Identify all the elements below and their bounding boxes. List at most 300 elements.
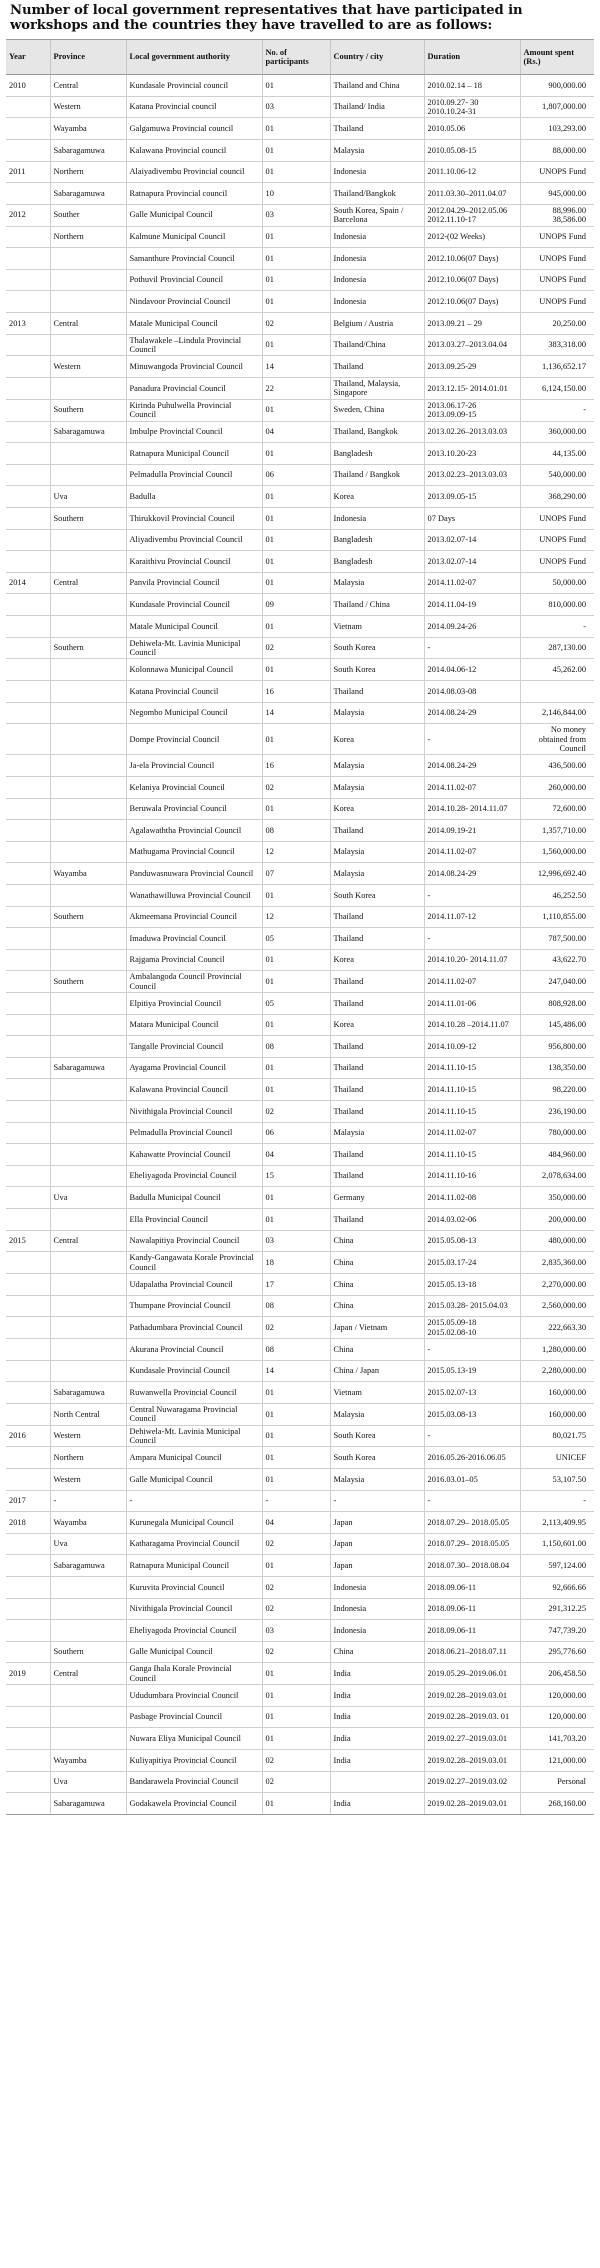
cell-country: Japan / Vietnam: [330, 1317, 424, 1339]
cell-duration: 2014.09.24-26: [424, 615, 520, 637]
cell-authority: Ayagama Provincial Council: [126, 1057, 262, 1079]
cell-participants: 02: [262, 1101, 330, 1123]
table-row: [6, 377, 594, 399]
cell-year: [6, 118, 50, 140]
cell-authority: Pelmadulla Provincial Council: [126, 464, 262, 486]
cell-year: [6, 1317, 50, 1339]
cell-amount: 1,150,601.00: [520, 1533, 594, 1555]
cell-country: Malaysia: [330, 140, 424, 162]
cell-country: India: [330, 1663, 424, 1685]
cell-province: Southern: [50, 637, 126, 659]
cell-province: [50, 659, 126, 681]
cell-duration: 2014.11.02-07: [424, 1122, 520, 1144]
cell-province: Northern: [50, 1447, 126, 1469]
header-country: Country / city: [330, 40, 424, 75]
cell-province: [50, 1036, 126, 1058]
cell-year: [6, 1209, 50, 1231]
cell-year: [6, 1057, 50, 1079]
table-row: [6, 183, 594, 205]
table-row: [6, 637, 594, 659]
cell-participants: 06: [262, 1122, 330, 1144]
cell-province: [50, 1144, 126, 1166]
cell-country: Indonesia: [330, 1577, 424, 1599]
cell-authority: Thirukkovil Provincial Council: [126, 507, 262, 529]
table-row: [6, 118, 594, 140]
cell-authority: Minuwangoda Provincial Council: [126, 356, 262, 378]
cell-authority: Thumpane Provincial Council: [126, 1295, 262, 1317]
cell-participants: 01: [262, 1663, 330, 1685]
cell-amount: 45,262.00: [520, 659, 594, 681]
cell-authority: Elpitiya Provincial Council: [126, 993, 262, 1015]
cell-authority: Dehiwela-Mt. Lavinia Municipal Council: [126, 1425, 262, 1447]
cell-country: Belgium / Austria: [330, 312, 424, 334]
table-row: [6, 1771, 594, 1793]
cell-province: [50, 248, 126, 270]
cell-participants: 01: [262, 443, 330, 465]
cell-participants: 01: [262, 615, 330, 637]
cell-duration: 2013.12.15- 2014.01.01: [424, 377, 520, 399]
cell-year: [6, 702, 50, 724]
header-province: Province: [50, 40, 126, 75]
cell-province: Northern: [50, 226, 126, 248]
cell-amount: 360,000.00: [520, 421, 594, 443]
cell-amount: 2,560,000.00: [520, 1295, 594, 1317]
cell-amount: 120,000.00: [520, 1685, 594, 1707]
cell-authority: Katana Provincial Council: [126, 680, 262, 702]
cell-amount: 98,220.00: [520, 1079, 594, 1101]
cell-province: [50, 464, 126, 486]
cell-amount: 597,124.00: [520, 1555, 594, 1577]
table-row: [6, 1641, 594, 1663]
cell-year: [6, 971, 50, 993]
cell-year: [6, 1036, 50, 1058]
cell-amount: 6,124,150.00: [520, 377, 594, 399]
cell-amount: 2,270,000.00: [520, 1274, 594, 1296]
table-row: [6, 334, 594, 356]
table-row: [6, 140, 594, 162]
cell-participants: 01: [262, 1706, 330, 1728]
cell-province: [50, 377, 126, 399]
cell-amount: 350,000.00: [520, 1187, 594, 1209]
cell-participants: 01: [262, 226, 330, 248]
cell-authority: Agalawaththa Provincial Council: [126, 820, 262, 842]
cell-province: [50, 1706, 126, 1728]
cell-amount: 287,130.00: [520, 637, 594, 659]
cell-amount: 540,000.00: [520, 464, 594, 486]
cell-year: [6, 226, 50, 248]
cell-authority: Ambalangoda Council Provincial Council: [126, 971, 262, 993]
table-row: [6, 1403, 594, 1425]
cell-province: Wayamba: [50, 118, 126, 140]
cell-amount: 260,000.00: [520, 776, 594, 798]
cell-duration: 2018.07.29– 2018.05.05: [424, 1533, 520, 1555]
cell-participants: 16: [262, 680, 330, 702]
cell-year: [6, 863, 50, 885]
cell-country: Japan: [330, 1512, 424, 1534]
cell-duration: 2018.07.30– 2018.08.04: [424, 1555, 520, 1577]
table-row: [6, 529, 594, 551]
cell-participants: 01: [262, 1555, 330, 1577]
cell-province: Sabaragamuwa: [50, 1555, 126, 1577]
cell-year: 2017: [6, 1490, 50, 1512]
table-row: [6, 1685, 594, 1707]
cell-province: Western: [50, 96, 126, 118]
cell-duration: 2013.02.07-14: [424, 529, 520, 551]
table-row: [6, 1014, 594, 1036]
cell-duration: 2011.10.06-12: [424, 161, 520, 183]
cell-participants: 01: [262, 529, 330, 551]
cell-country: Thailand: [330, 906, 424, 928]
table-row: [6, 1230, 594, 1252]
cell-country: Thailand/Bangkok: [330, 183, 424, 205]
cell-country: Japan: [330, 1555, 424, 1577]
cell-country: Bangladesh: [330, 551, 424, 573]
cell-country: China: [330, 1295, 424, 1317]
cell-province: Sabaragamuwa: [50, 140, 126, 162]
cell-authority: Tangalle Provincial Council: [126, 1036, 262, 1058]
cell-country: Thailand: [330, 820, 424, 842]
cell-authority: Negombo Municipal Council: [126, 702, 262, 724]
table-row: [6, 971, 594, 993]
cell-authority: Galgamuwa Provincial council: [126, 118, 262, 140]
cell-participants: 01: [262, 551, 330, 573]
cell-amount: 1,807,000.00: [520, 96, 594, 118]
cell-authority: Ratnapura Municipal Council: [126, 443, 262, 465]
cell-duration: 2015.05.09-18 2015.02.08-10: [424, 1317, 520, 1339]
cell-amount: 236,190.00: [520, 1101, 594, 1123]
cell-duration: 2014.11.02-08: [424, 1187, 520, 1209]
cell-province: [50, 1122, 126, 1144]
cell-year: [6, 1274, 50, 1296]
cell-amount: UNOPS Fund: [520, 269, 594, 291]
cell-participants: 02: [262, 312, 330, 334]
cell-year: [6, 615, 50, 637]
cell-participants: 02: [262, 1577, 330, 1599]
table-row: [6, 1274, 594, 1296]
table-row: [6, 443, 594, 465]
table-row: [6, 1706, 594, 1728]
cell-participants: 14: [262, 356, 330, 378]
cell-participants: 01: [262, 399, 330, 421]
cell-duration: 2012.04.29–2012.05.06 2012.11.10-17: [424, 204, 520, 226]
cell-province: [50, 820, 126, 842]
cell-duration: -: [424, 724, 520, 755]
cell-amount: [520, 680, 594, 702]
cell-participants: 01: [262, 161, 330, 183]
cell-year: [6, 1079, 50, 1101]
cell-year: 2016: [6, 1425, 50, 1447]
cell-year: [6, 1620, 50, 1642]
cell-province: [50, 291, 126, 313]
cell-amount: 103,293.00: [520, 118, 594, 140]
cell-duration: 2014.11.02-07: [424, 971, 520, 993]
cell-province: [50, 1209, 126, 1231]
cell-authority: Kandy-Gangawata Korale Provincial Council: [126, 1252, 262, 1274]
table-row: [6, 421, 594, 443]
cell-country: Bangladesh: [330, 529, 424, 551]
cell-duration: 2013.03.27–2013.04.04: [424, 334, 520, 356]
cell-country: Thailand: [330, 971, 424, 993]
cell-amount: 268,160.00: [520, 1793, 594, 1815]
cell-province: [50, 680, 126, 702]
cell-year: [6, 820, 50, 842]
table-row: [6, 1079, 594, 1101]
cell-amount: 72,600.00: [520, 798, 594, 820]
cell-country: China: [330, 1230, 424, 1252]
cell-duration: 2013.09.25-29: [424, 356, 520, 378]
cell-duration: -: [424, 928, 520, 950]
cell-country: Indonesia: [330, 248, 424, 270]
cell-year: [6, 1555, 50, 1577]
cell-participants: 01: [262, 334, 330, 356]
cell-duration: 2010.05.08-15: [424, 140, 520, 162]
cell-province: Wayamba: [50, 1749, 126, 1771]
cell-duration: 2018.09.06-11: [424, 1620, 520, 1642]
cell-province: Western: [50, 1469, 126, 1491]
participation-table: [6, 39, 594, 1815]
cell-duration: 2014.08.24-29: [424, 755, 520, 777]
table-row: [6, 841, 594, 863]
cell-year: [6, 443, 50, 465]
cell-duration: 2014.11.10-15: [424, 1079, 520, 1101]
cell-duration: 2013.02.23–2013.03.03: [424, 464, 520, 486]
cell-country: Thailand and China: [330, 75, 424, 97]
cell-authority: Nivithigala Provincial Council: [126, 1101, 262, 1123]
cell-participants: 03: [262, 1620, 330, 1642]
cell-duration: 2010.05.06: [424, 118, 520, 140]
cell-country: Thailand: [330, 1057, 424, 1079]
cell-country: -: [330, 1490, 424, 1512]
cell-participants: 01: [262, 971, 330, 993]
table-row: [6, 161, 594, 183]
cell-authority: Kundasale Provincial Council: [126, 1360, 262, 1382]
cell-duration: 2019.02.28–2019.03.01: [424, 1749, 520, 1771]
cell-participants: 15: [262, 1165, 330, 1187]
cell-country: Indonesia: [330, 226, 424, 248]
table-row: [6, 1317, 594, 1339]
cell-country: China / Japan: [330, 1360, 424, 1382]
cell-province: Southern: [50, 1641, 126, 1663]
cell-country: Indonesia: [330, 269, 424, 291]
table-row: [6, 204, 594, 226]
cell-authority: Pasbage Provincial Council: [126, 1706, 262, 1728]
cell-year: [6, 486, 50, 508]
cell-amount: 222,663.30: [520, 1317, 594, 1339]
cell-year: [6, 377, 50, 399]
cell-authority: Galle Municipal Council: [126, 1469, 262, 1491]
cell-year: [6, 1728, 50, 1750]
table-row: [6, 356, 594, 378]
table-row: [6, 1187, 594, 1209]
cell-participants: 08: [262, 1036, 330, 1058]
cell-amount: 956,800.00: [520, 1036, 594, 1058]
cell-authority: Matale Municipal Council: [126, 615, 262, 637]
cell-province: Wayamba: [50, 1512, 126, 1534]
cell-country: Korea: [330, 486, 424, 508]
cell-amount: 2,113,409.95: [520, 1512, 594, 1534]
cell-authority: Ampara Municipal Council: [126, 1447, 262, 1469]
cell-year: [6, 1706, 50, 1728]
cell-province: [50, 1360, 126, 1382]
cell-province: [50, 1079, 126, 1101]
cell-amount: 1,110,855.00: [520, 906, 594, 928]
table-row: [6, 776, 594, 798]
cell-participants: 05: [262, 993, 330, 1015]
cell-province: [50, 928, 126, 950]
table-row: [6, 1749, 594, 1771]
cell-authority: Akurana Provincial Council: [126, 1339, 262, 1361]
cell-year: [6, 507, 50, 529]
cell-authority: Thalawakele –Lindula Provincial Council: [126, 334, 262, 356]
cell-province: Central: [50, 312, 126, 334]
cell-amount: 808,928.00: [520, 993, 594, 1015]
cell-duration: 2014.11.02-07: [424, 776, 520, 798]
cell-amount: 206,458.50: [520, 1663, 594, 1685]
cell-amount: 145,486.00: [520, 1014, 594, 1036]
cell-country: Thailand: [330, 928, 424, 950]
cell-authority: Bandarawela Provincial Council: [126, 1771, 262, 1793]
cell-amount: 480,000.00: [520, 1230, 594, 1252]
cell-authority: Kuliyapitiya Provincial Council: [126, 1749, 262, 1771]
cell-participants: 01: [262, 724, 330, 755]
cell-duration: 2014.11.01-06: [424, 993, 520, 1015]
cell-year: [6, 928, 50, 950]
cell-participants: 01: [262, 118, 330, 140]
cell-amount: 900,000.00: [520, 75, 594, 97]
cell-amount: -: [520, 615, 594, 637]
cell-participants: 14: [262, 702, 330, 724]
cell-country: India: [330, 1728, 424, 1750]
cell-country: Thailand: [330, 1165, 424, 1187]
cell-country: South Korea: [330, 1447, 424, 1469]
cell-duration: -: [424, 884, 520, 906]
table-row: [6, 798, 594, 820]
cell-amount: UNOPS Fund: [520, 161, 594, 183]
cell-participants: 01: [262, 798, 330, 820]
cell-duration: 2016.05.26-2016.06.05: [424, 1447, 520, 1469]
cell-amount: 747,739.20: [520, 1620, 594, 1642]
cell-country: Thailand/ India: [330, 96, 424, 118]
cell-amount: 200,000.00: [520, 1209, 594, 1231]
cell-participants: 18: [262, 1252, 330, 1274]
cell-country: Indonesia: [330, 161, 424, 183]
cell-authority: Katharagama Provincial Council: [126, 1533, 262, 1555]
cell-participants: 09: [262, 594, 330, 616]
table-row: [6, 1425, 594, 1447]
cell-authority: Pothuvil Provincial Council: [126, 269, 262, 291]
cell-country: Malaysia: [330, 776, 424, 798]
cell-province: [50, 724, 126, 755]
header-duration: Duration: [424, 40, 520, 75]
cell-country: Malaysia: [330, 755, 424, 777]
cell-authority: Imaduwa Provincial Council: [126, 928, 262, 950]
cell-province: [50, 1728, 126, 1750]
cell-amount: 780,000.00: [520, 1122, 594, 1144]
cell-year: [6, 334, 50, 356]
cell-country: Vietnam: [330, 615, 424, 637]
table-row: [6, 1360, 594, 1382]
page-title: Number of local government representatives that have participated in workshops and the countries they have travelled to are as follows:: [10, 3, 523, 33]
cell-province: Western: [50, 1425, 126, 1447]
cell-participants: 01: [262, 1079, 330, 1101]
cell-province: [50, 1274, 126, 1296]
cell-duration: 2013.02.26–2013.03.03: [424, 421, 520, 443]
cell-authority: Kahawatte Provincial Council: [126, 1144, 262, 1166]
cell-country: China: [330, 1339, 424, 1361]
cell-participants: 17: [262, 1274, 330, 1296]
cell-participants: 01: [262, 75, 330, 97]
cell-duration: 2018.06.21–2018.07.11: [424, 1641, 520, 1663]
cell-authority: Matara Municipal Council: [126, 1014, 262, 1036]
table-row: [6, 884, 594, 906]
cell-duration: 2019.02.28–2019.03.01: [424, 1793, 520, 1815]
cell-participants: 01: [262, 248, 330, 270]
cell-province: [50, 1685, 126, 1707]
cell-authority: Badulla: [126, 486, 262, 508]
cell-authority: Samanthure Provincial Council: [126, 248, 262, 270]
cell-amount: 945,000.00: [520, 183, 594, 205]
cell-year: 2019: [6, 1663, 50, 1685]
table-row: [6, 551, 594, 573]
cell-amount: 53,107.50: [520, 1469, 594, 1491]
cell-participants: 04: [262, 421, 330, 443]
cell-duration: 2015.05.13-19: [424, 1360, 520, 1382]
cell-amount: 88,996.00 38,586.00: [520, 204, 594, 226]
cell-country: China: [330, 1274, 424, 1296]
cell-year: [6, 884, 50, 906]
cell-amount: -: [520, 399, 594, 421]
table-row: [6, 1101, 594, 1123]
cell-duration: 2014.08.24-29: [424, 702, 520, 724]
table-row: [6, 863, 594, 885]
cell-participants: -: [262, 1490, 330, 1512]
cell-amount: 88,000.00: [520, 140, 594, 162]
cell-province: [50, 776, 126, 798]
cell-authority: Ganga Ihala Korale Provincial Council: [126, 1663, 262, 1685]
cell-authority: Kolonnawa Municipal Council: [126, 659, 262, 681]
cell-country: China: [330, 1252, 424, 1274]
cell-year: [6, 1122, 50, 1144]
cell-participants: 03: [262, 1230, 330, 1252]
cell-authority: Udapalatha Provincial Council: [126, 1274, 262, 1296]
cell-province: [50, 334, 126, 356]
cell-country: Thailand, Bangkok: [330, 421, 424, 443]
header-year: Year: [6, 40, 50, 75]
cell-year: 2013: [6, 312, 50, 334]
cell-year: [6, 399, 50, 421]
cell-participants: 01: [262, 486, 330, 508]
cell-year: [6, 724, 50, 755]
cell-authority: Nawalapitiya Provincial Council: [126, 1230, 262, 1252]
cell-authority: Dehiwela-Mt. Lavinia Municipal Council: [126, 637, 262, 659]
cell-duration: -: [424, 1339, 520, 1361]
cell-country: Indonesia: [330, 1598, 424, 1620]
cell-year: [6, 1295, 50, 1317]
cell-country: Thailand: [330, 118, 424, 140]
cell-duration: 2012.10.06(07 Days): [424, 269, 520, 291]
cell-year: [6, 1533, 50, 1555]
cell-year: 2011: [6, 161, 50, 183]
cell-authority: Panadura Provincial Council: [126, 377, 262, 399]
cell-year: [6, 1749, 50, 1771]
cell-duration: 2012.10.06(07 Days): [424, 248, 520, 270]
cell-country: Thailand / China: [330, 594, 424, 616]
cell-authority: Rajgama Provincial Council: [126, 949, 262, 971]
cell-participants: 01: [262, 1403, 330, 1425]
cell-participants: 08: [262, 1339, 330, 1361]
cell-duration: 2019.02.27–2019.03.02: [424, 1771, 520, 1793]
cell-authority: Mathugama Provincial Council: [126, 841, 262, 863]
